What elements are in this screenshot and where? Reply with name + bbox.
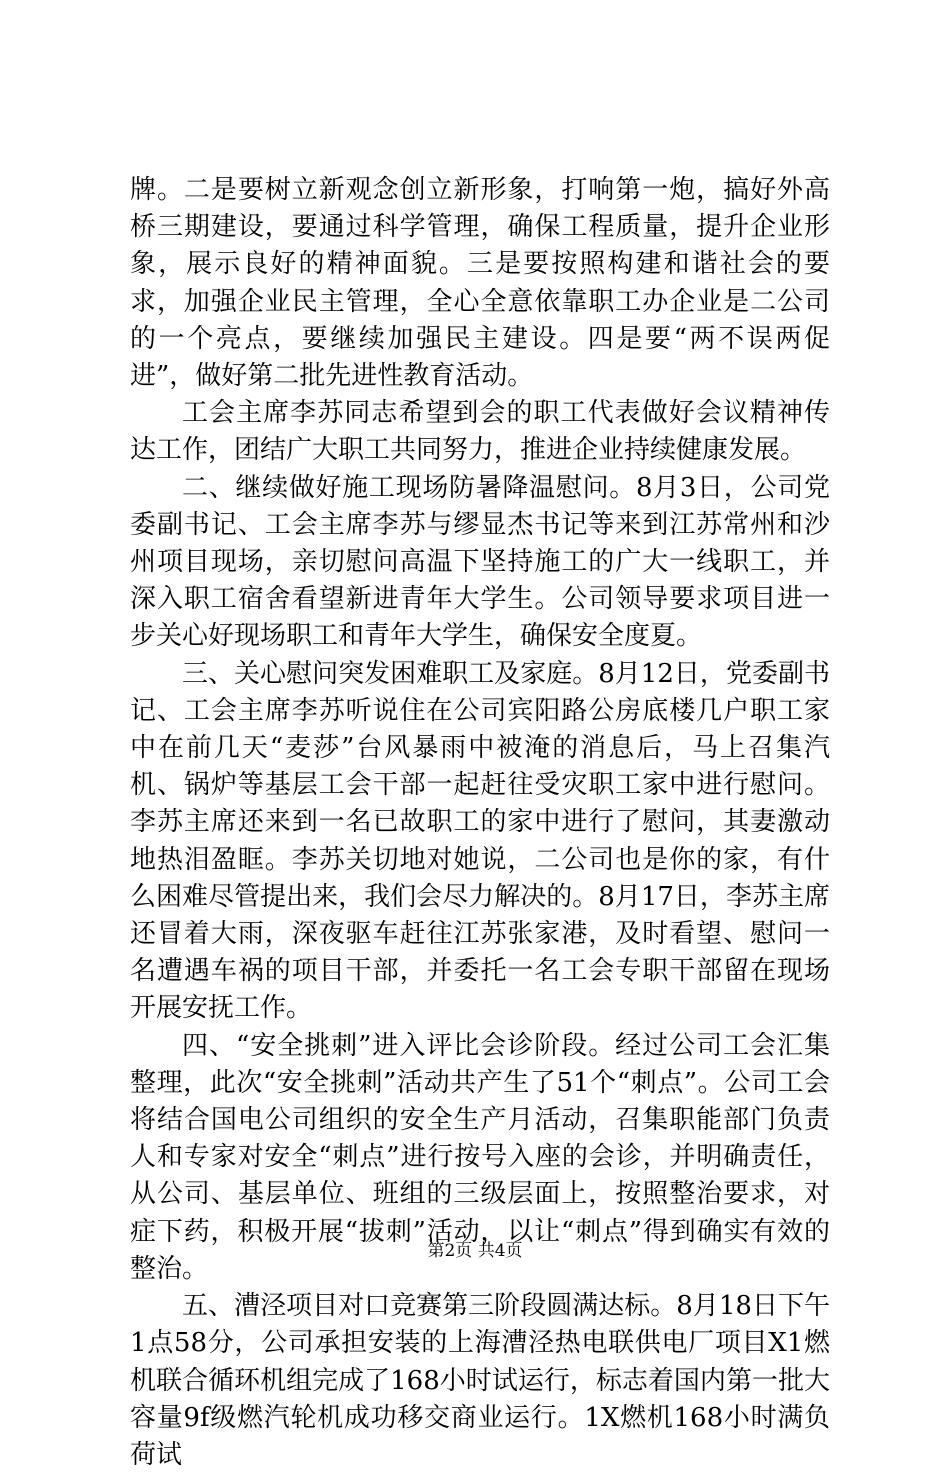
paragraph-section-3: 三、关心慰问突发困难职工及家庭。8月12日，党委副书记、工会主席李苏听说住在公司宾阳路公房底楼几户职工家中在前几天“麦莎”台风暴雨中被淹的消息后，马上召集汽机、锅炉等基层工会干部一起赶往受灾职工家中进行慰问。李苏主席还来到一名已故职工的家中进行了慰问，其妻激动地热泪盈眶。李苏关切地对她说，二公司也是你的家，有什么困难尽管提出来，我们会尽力解决的。8月17日，李苏主席还冒着大雨，深夜驱车赶往江苏张家港，及时看望、慰问一名遭遇车祸的项目干部，并委托一名工会专职干部留在现场开展安抚工作。 [130, 658, 830, 1024]
document-body [130, 172, 830, 1474]
paragraph-union-chair: 工会主席李苏同志希望到会的职工代表做好会议精神传达工作，团结广大职工共同努力，推进企业持续健康发展。 [130, 398, 830, 466]
paragraph-section-5: 五、漕泾项目对口竞赛第三阶段圆满达标。8月18日下午1点58分，公司承担安装的上海漕泾热电联供电厂项目X1燃机联合循环机组完成了168小时试运行，标志着国内第一批大容量9f级燃汽轮机成功移交商业运行。1X燃机168小时满负荷试 [130, 1291, 830, 1470]
paragraph-section-4: 四、“安全挑刺”进入评比会诊阶段。经过公司工会汇集整理，此次“安全挑刺”活动共产生了51个“刺点”。公司工会将结合国电公司组织的安全生产月活动，召集职能部门负责人和专家对安全“刺点”进行按号入座的会诊，并明确责任，从公司、基层单位、班组的三级层面上，按照整治要求，对症下药，积极开展“拔刺”活动，以让“刺点”得到确实有效的整治。 [130, 1030, 830, 1284]
page-footer: 第2页 共4页 [427, 1241, 523, 1261]
paragraph-continuation: 牌。二是要树立新观念创立新形象，打响第一炮，搞好外高桥三期建设，要通过科学管理，确保工程质量，提升企业形象，展示良好的精神面貌。三是要按照构建和谐社会的要求，加强企业民主管理，全心全意依靠职工办企业是二公司的一个亮点，要继续加强民主建设。四是要“两不误两促进”，做好第二批先进性教育活动。 [130, 175, 830, 392]
paragraph-section-2: 二、继续做好施工现场防暑降温慰问。8月3日，公司党委副书记、工会主席李苏与缪显杰书记等来到江苏常州和沙州项目现场，亲切慰问高温下坚持施工的广大一线职工，并深入职工宿舍看望新进青年大学生。公司领导要求项目进一步关心好现场职工和青年大学生，确保安全度夏。 [130, 472, 830, 652]
